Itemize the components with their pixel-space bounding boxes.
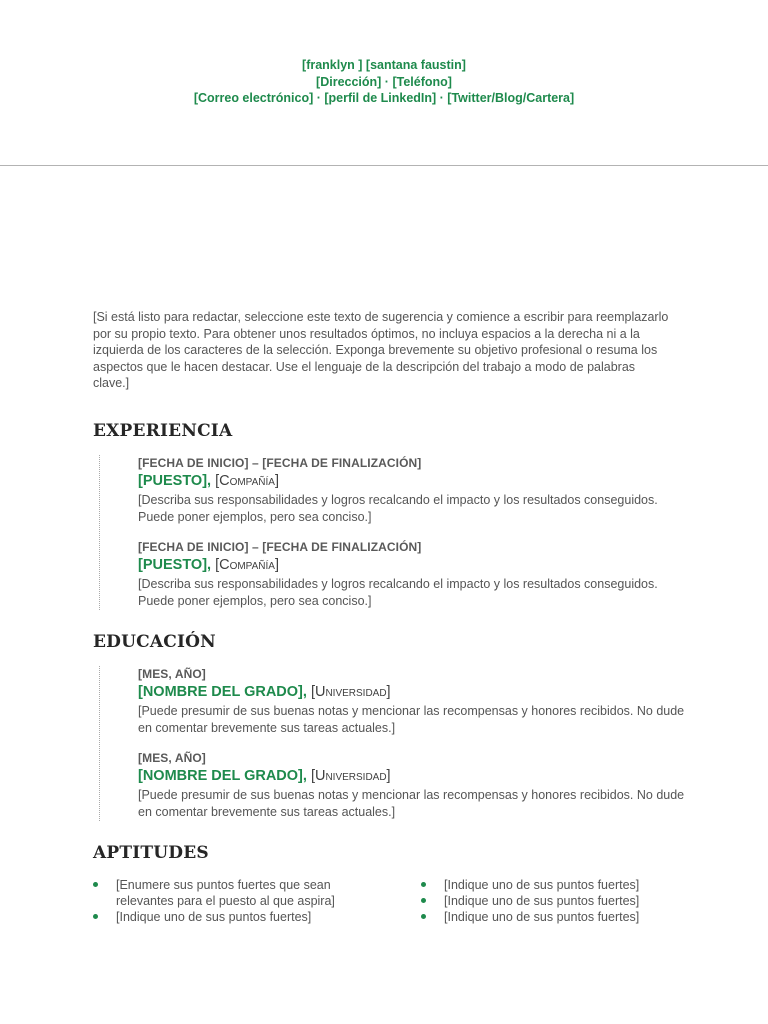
experience-entry[interactable] [138,539,688,609]
bullet-icon [421,882,426,887]
bullet-icon [93,882,98,887]
skill-text: [Enumere sus puntos fuertes que sean relevantes para el puesto al que aspira] [116,878,335,908]
name-line[interactable]: [franklyn ] [santana faustin] [302,58,466,72]
university-name: [Universidad] [310,768,391,784]
job-title: [PUESTO], [138,473,212,489]
degree-name: [NOMBRE DEL GRADO], [138,684,307,700]
skill-text: [Indique uno de sus puntos fuertes] [116,910,312,924]
skill-text: [Indique uno de sus puntos fuertes] [444,878,640,892]
skill-text: [Indique uno de sus puntos fuertes] [444,894,640,908]
entry-description: [Puede presumir de sus buenas notas y mencionar las recompensas y honores recibidos. No dude en comentar brevemente sus tareas actuales.] [138,788,685,819]
university-name: [Universidad] [310,684,391,700]
contact-header [0,57,768,107]
skill-text: [Indique uno de sus puntos fuertes] [444,910,640,924]
header-divider [0,165,768,166]
entry-description: [Describa sus responsabilidades y logros recalcando el impacto y los resultados conseguidos. Puede poner ejemplos, pero sea conciso.] [138,577,658,608]
skill-item[interactable] [421,909,691,925]
job-title: [PUESTO], [138,557,212,573]
address-phone-line[interactable]: [Dirección] · [Teléfono] [316,74,452,89]
education-timeline [99,666,690,821]
experience-timeline [99,455,690,610]
entry-title [138,767,688,786]
bullet-icon [421,898,426,903]
degree-name: [NOMBRE DEL GRADO], [138,768,307,784]
skills-list-left [93,877,363,925]
entry-description: [Puede presumir de sus buenas notas y mencionar las recompensas y honores recibidos. No dude en comentar brevemente sus tareas actuales.] [138,704,685,735]
experience-heading: EXPERIENCIA [93,421,233,441]
company-name: [Compañía] [215,473,279,489]
entry-title [138,683,688,702]
objective-paragraph[interactable]: [Si está listo para redactar, seleccione este texto de sugerencia y comience a escribir para reemplazarlo por su propio texto. Para obtener unos resultados óptimos, no incluya espacios a la derecha ni a la izquierda de los caracteres de la selección. Exponga brevemente su objetivo profesional o resuma los aspectos que le hacen destacar. Use el lenguaje de la descripción del trabajo a modo de palabras clave.] [93,310,669,390]
online-contact-line[interactable]: [Correo electrónico] · [perfil de LinkedIn] · [Twitter/Blog/Cartera] [193,91,575,105]
education-entry[interactable] [138,666,688,736]
skills-heading: APTITUDES [93,843,209,863]
entry-title [138,556,688,575]
entry-title [138,472,688,491]
entry-date: [FECHA DE INICIO] – [FECHA DE FINALIZACIÓN] [138,540,422,554]
education-entry[interactable] [138,750,688,820]
skill-item[interactable] [93,877,363,909]
skill-item[interactable] [421,893,691,909]
bullet-icon [93,914,98,919]
entry-date: [FECHA DE INICIO] – [FECHA DE FINALIZACIÓN] [138,456,422,470]
skill-item[interactable] [93,909,363,925]
entry-date: [MES, AÑO] [138,667,206,681]
entry-description: [Describa sus responsabilidades y logros recalcando el impacto y los resultados conseguidos. Puede poner ejemplos, pero sea conciso.] [138,493,658,524]
experience-entry[interactable] [138,455,688,525]
education-heading: EDUCACIÓN [93,632,216,652]
skill-item[interactable] [421,877,691,893]
company-name: [Compañía] [215,557,279,573]
entry-date: [MES, AÑO] [138,751,206,765]
skills-list-right [421,877,691,925]
bullet-icon [421,914,426,919]
